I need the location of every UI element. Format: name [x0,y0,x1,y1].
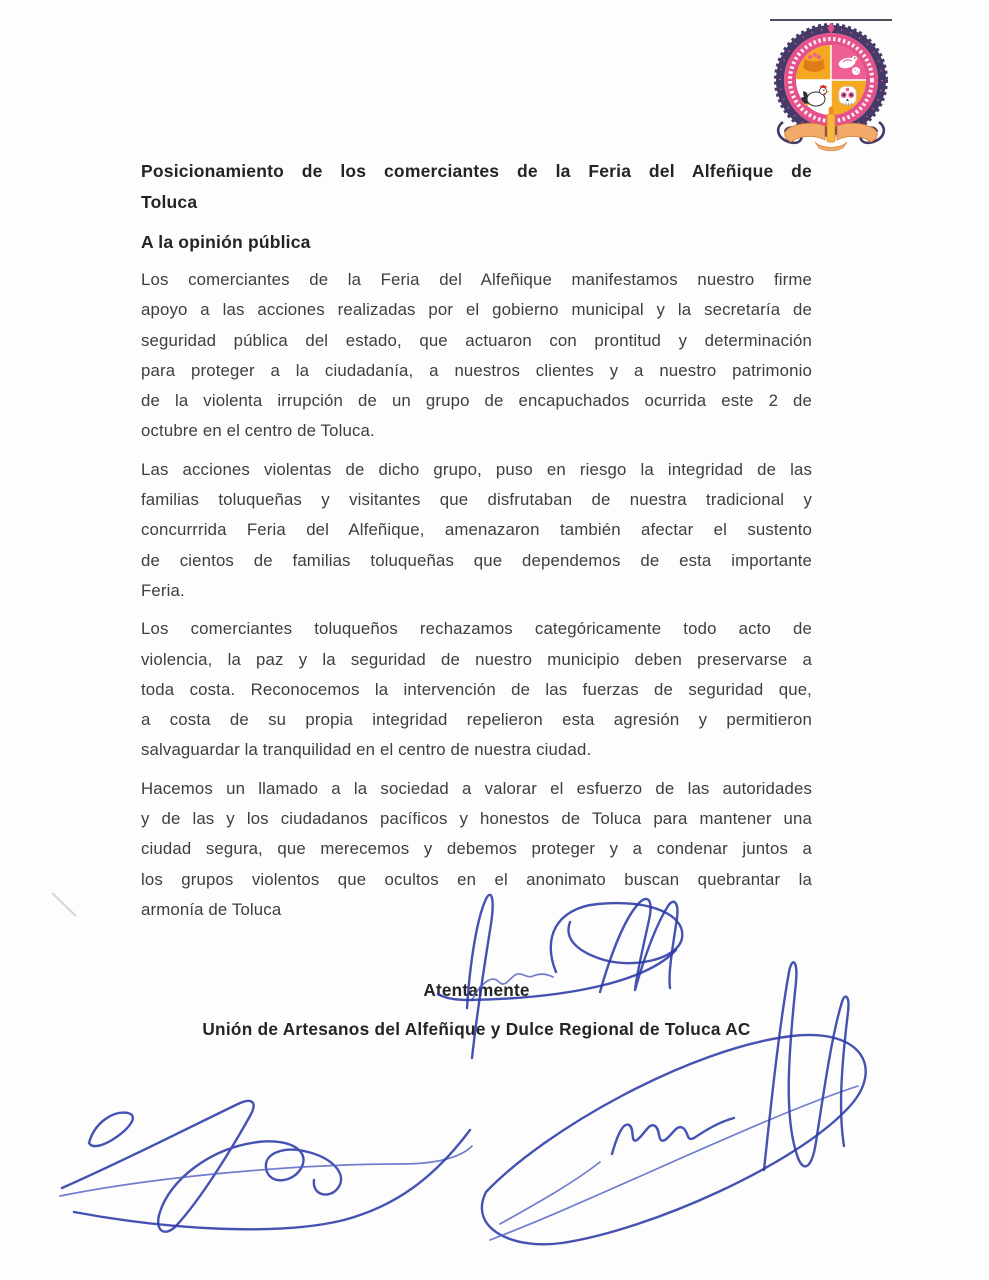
paragraph-line: ciudad segura, que merecemos y debemos proteger y a condenar juntos a [141,839,812,859]
paragraph-line: para proteger a la ciudadanía, a nuestros clientes y a nuestro patrimonio [141,360,812,380]
paragraph-3 [141,614,812,765]
paragraph-line: Feria. [141,580,185,600]
paragraph-2 [141,455,812,606]
paragraph-line: armonía de Toluca [141,899,282,919]
paragraph-line: de cientos de familias toluqueñas que dependemos de esta importante [141,550,812,570]
scan-scratch-mark [52,893,76,916]
paragraph-line: seguridad pública del estado, que actuaron con prontitud y determinación [141,330,812,350]
paragraph-line: a costa de su propia integridad repelieron esta agresión y permitieron [141,710,812,730]
title-line: Posicionamiento de los comerciantes de la Feria del Alfeñique de [141,161,812,181]
paragraph-line: familias toluqueñas y visitantes que disfrutaban de nuestra tradicional y [141,490,812,510]
skull-icon [839,87,856,106]
paragraph-4 [141,774,812,925]
paragraph-line: Las acciones violentas de dicho grupo, puso en riesgo la integridad de las [141,459,812,479]
page-title [141,156,812,218]
paragraph-line: salvaguardar la tranquilidad en el centro de nuestra ciudad. [141,740,592,760]
paragraph-line: y de las y los ciudadanos pacíficos y honestos de Toluca para mantener una [141,809,812,829]
organization-name: Unión de Artesanos del Alfeñique y Dulce Regional de Toluca AC [202,1019,751,1040]
paragraph-line: Hacemos un llamado a la sociedad a valorar el esfuerzo de las autoridades [141,778,812,798]
paragraph-line: concurrrida Feria del Alfeñique, amenazaron también afectar el sustento [141,520,812,540]
paragraph-1 [141,265,812,447]
closing-salutation: Atentamente [423,980,530,1001]
paragraph-line: Los comerciantes de la Feria del Alfeñique manifestamos nuestro firme [141,270,812,289]
paragraph-line: violencia, la paz y la seguridad de nuestro municipio deben preservarse a [141,649,812,669]
paragraph-line: apoyo a las acciones realizadas por el gobierno municipal y la secretaría de [141,300,812,320]
paragraph-line: Los comerciantes toluqueños rechazamos categóricamente todo acto de [141,619,812,639]
paragraph-line: los grupos violentos que ocultos en el anonimato buscan quebrantar la [141,869,812,889]
signature-left [60,1101,472,1232]
subtitle: A la opinión pública [141,232,311,252]
paragraph-line: octubre en el centro de Toluca. [141,421,375,441]
header-rule [770,19,892,21]
paragraph-line: de la violenta irrupción de un grupo de encapuchados ocurrida este 2 de [141,391,812,411]
organization-seal [768,23,894,151]
paragraph-line: toda costa. Reconocemos la intervención de las fuerzas de seguridad que, [141,679,812,699]
letter-body [141,156,812,1044]
title-line: Toluca [141,192,198,212]
